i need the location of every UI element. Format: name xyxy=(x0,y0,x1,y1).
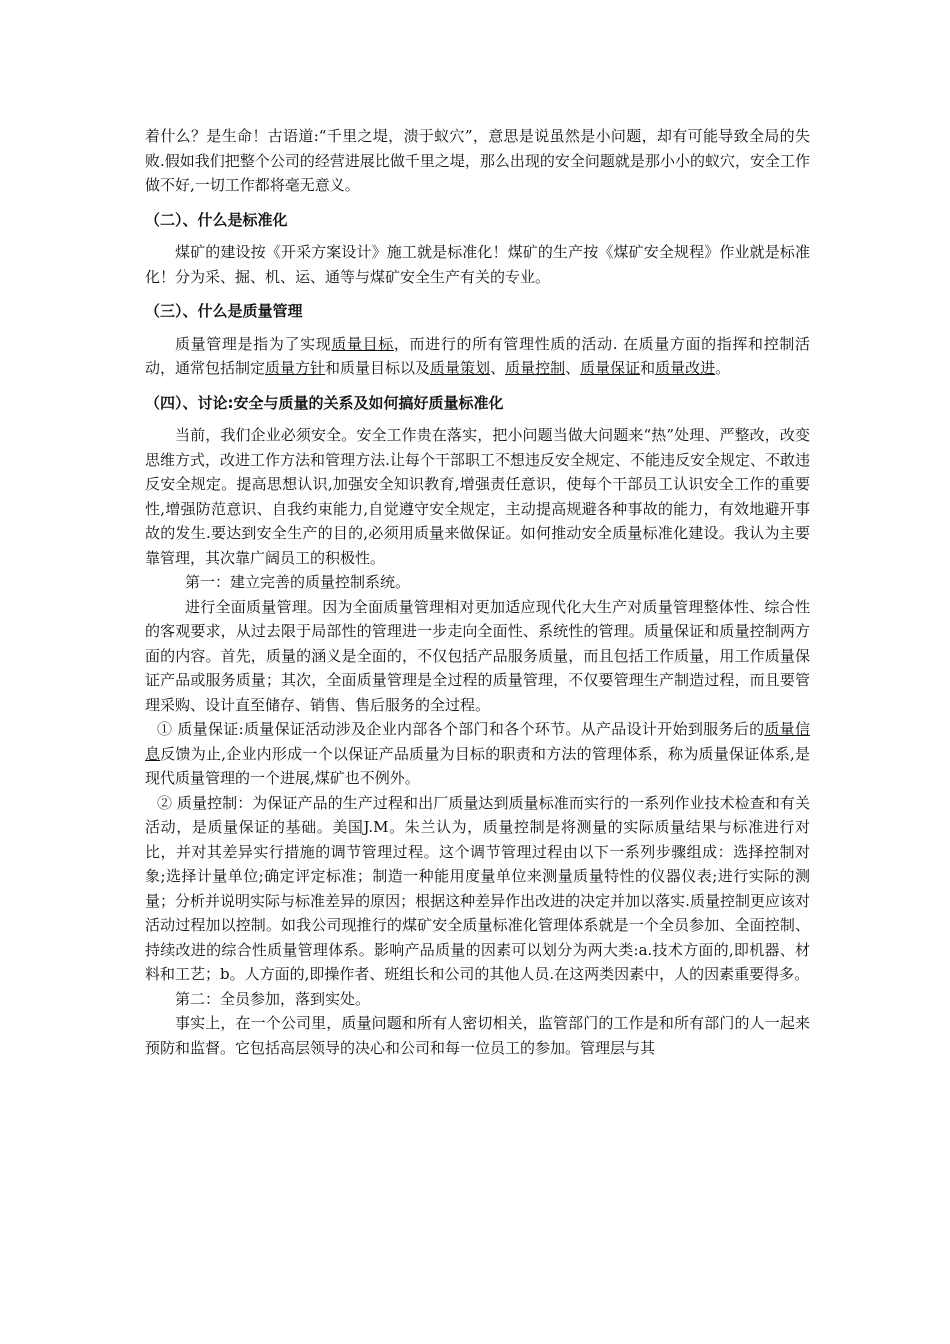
p3-text-4: 、 xyxy=(490,359,506,377)
paragraph-6: 进行全面质量管理。因为全面质量管理相对更加适应现代化大生产对质量管理整体性、综合性的客观要求，从过去限于局部性的管理进一步走向全面性、系统性的管理。质量保证和质量控制两方面的内容。首先，质量的涵义是全面的，不仅包括产品服务质量，而且包括工作质量，用工作质量保证产品或服务质量；其次，全面质量管理是全过程的质量管理，不仅要管理生产制造过程，而且要管理采购、设计直至储存、销售、售后服务的全过程。 xyxy=(145,597,810,714)
p3-text-5: 、 xyxy=(565,359,581,377)
paragraph-5: 第一：建立完善的质量控制系统。 xyxy=(185,573,411,591)
section-heading-3: （三）、什么是质量管理 xyxy=(145,302,303,320)
paragraph-7 xyxy=(145,717,810,791)
link-quality-policy[interactable]: 质量方针 xyxy=(265,359,326,377)
section-heading-4: （四）、讨论:安全与质量的关系及如何搞好质量标准化 xyxy=(145,393,504,412)
p7-text-2: 反馈为止,企业内形成一个以保证产品质量为目标的职责和方法的管理体系，称为质量保证体系,是现代质量管理的一个进展,煤矿也不例外。 xyxy=(145,744,810,787)
section-heading-2: （二）、什么是标准化 xyxy=(145,210,288,229)
p3-text-7: 。 xyxy=(715,359,731,377)
link-quality-control[interactable]: 质量控制 xyxy=(505,359,566,377)
p3-text-6: 和 xyxy=(640,359,656,377)
link-quality-improvement[interactable]: 质量改进 xyxy=(655,359,716,377)
paragraph-9: 第二：全员参加，落到实处。 xyxy=(175,989,371,1008)
paragraph-4: 当前，我们企业必须安全。安全工作贵在落实，把小问题当做大问题来“热”处理、严整改，改变思维方式，改进工作方法和管理方法.让每个干部职工不想违反安全规定、不能违反安全规定、不敢违反安全规定。提高思想认识,加强安全知识教育,增强责任意识，使每个干部员工认识安全工作的重要性,增强防范意识、自我约束能力,自觉遵守安全规定，主动提高规避各种事故的能力，有效地避开事故的发生.要达到安全生产的目的,必须用质量来做保证。如何推动安全质量标准化建设。我认为主要靠管理，其次靠广阔员工的积极性。 xyxy=(145,426,810,567)
paragraph-8: ② 质量控制：为保证产品的生产过程和出厂质量达到质量标准而实行的一系列作业技术检查和有关活动，是质量保证的基础。美国J.M。朱兰认为，质量控制是将测量的实际质量结果与标准进行对比，并对其差异实行措施的调节管理过程。这个调节管理过程由以下一系列步骤组成：选择控制对象;选择计量单位;确定评定标准；制造一种能用度量单位来测量质量特性的仪器仪表;进行实际的测量；分析并说明实际与标准差异的原因；根据这种差异作出改进的决定并加以落实.质量控制更应该对活动过程加以控制。如我公司现推行的煤矿安全质量标准化管理体系就是一个全员参加、全面控制、持续改进的综合性质量管理体系。影响产品质量的因素可以划分为两大类:a.技术方面的,即机器、材料和工艺；b。人方面的,即操作者、班组长和公司的其他人员.在这两类因素中，人的因素重要得多。 xyxy=(145,793,810,983)
link-quality-goal[interactable]: 质量目标 xyxy=(331,334,394,353)
paragraph-2: 煤矿的建设按《开采方案设计》施工就是标准化！煤矿的生产按《煤矿安全规程》作业就是标准化！分为采、掘、机、运、通等与煤矿安全生产有关的专业。 xyxy=(145,243,810,286)
link-quality-info[interactable]: 质量信息 xyxy=(145,720,810,763)
paragraph-1: 着什么？是生命！古语道:“千里之堤，溃于蚁穴”，意思是说虽然是小问题，却有可能导致全局的失败.假如我们把整个公司的经营进展比做千里之堤，那么出现的安全问题就是那小小的蚁穴，安全工作做不好,一切工作都将毫无意义。 xyxy=(145,127,810,194)
paragraph-3 xyxy=(145,332,810,381)
document-body xyxy=(145,124,810,1060)
link-quality-assurance[interactable]: 质量保证 xyxy=(580,359,641,377)
link-quality-planning[interactable]: 质量策划 xyxy=(430,359,491,377)
p3-text-1: 质量管理是指为了实现 xyxy=(175,334,332,353)
p3-text-2: ，而进行的所有管理性质的活动. 在质量方面的指挥和控制活动，通常包括制定 xyxy=(145,334,810,377)
p7-text-1: ① 质量保证:质量保证活动涉及企业内部各个部门和各个环节。从产品设计开始到服务后的 xyxy=(157,720,765,738)
paragraph-10: 事实上，在一个公司里，质量问题和所有人密切相关，监管部门的工作是和所有部门的人一起来预防和监督。它包括高层领导的决心和公司和每一位员工的参加。管理层与其 xyxy=(145,1014,810,1057)
p3-text-3: 和质量目标以及 xyxy=(325,359,431,377)
